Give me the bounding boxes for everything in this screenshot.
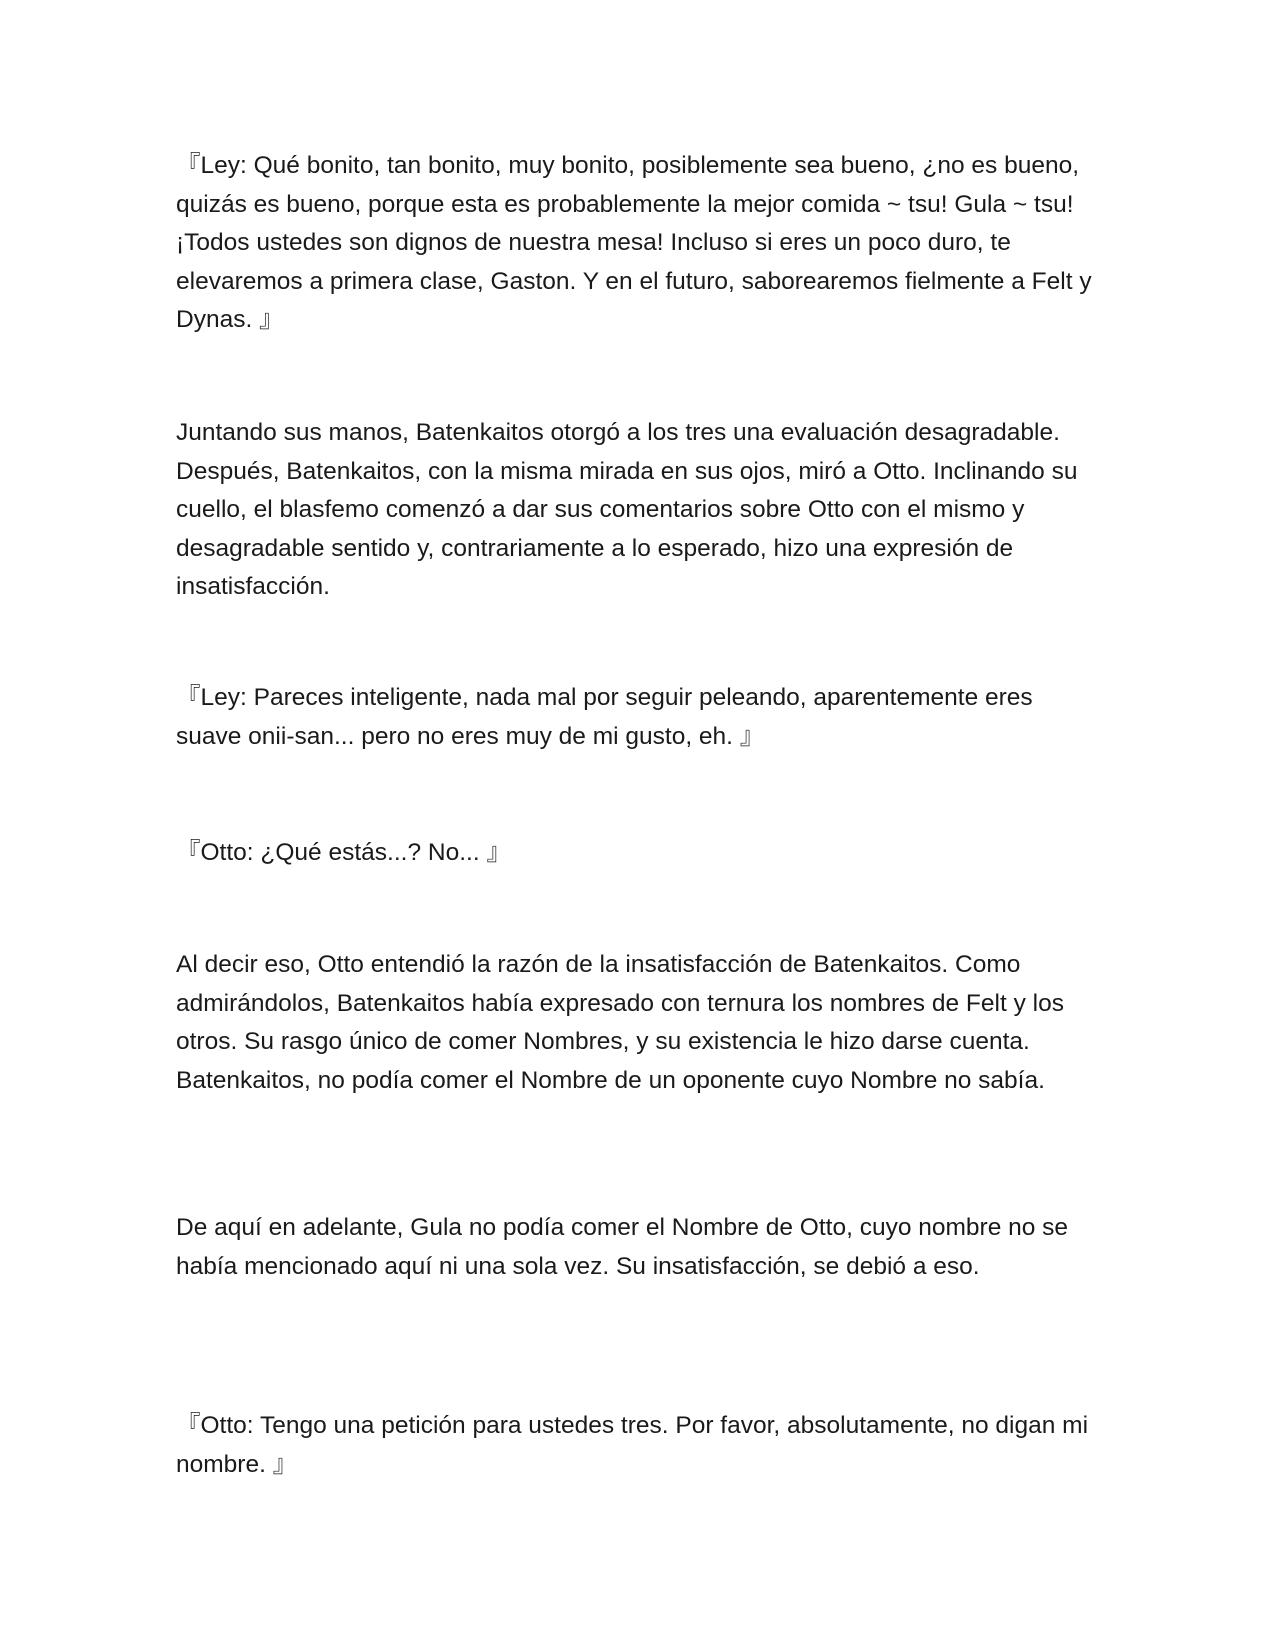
narration-paragraph-2: Al decir eso, Otto entendió la razón de la insatisfacción de Batenkaitos. Como admirándolos, Batenkaitos había expresado con ternura los nombres de Felt y los otros. Su rasgo único de comer Nombres, y su existencia le hizo darse cuenta. Batenkaitos, no podía comer el Nombre de un oponente cuyo Nombre no sabía. bbox=[176, 951, 1064, 1094]
narration-paragraph-1: Juntando sus manos, Batenkaitos otorgó a los tres una evaluación desagradable. Después, Batenkaitos, con la misma mirada en sus ojos, miró a Otto. Inclinando su cuello, el blasfemo comenzó a dar sus comentarios sobre Otto con el mismo y desagradable sentido y, contrariamente a lo esperado, hizo una expresión de insatisfacción. bbox=[176, 419, 1078, 600]
dialogue-ley-1: 『Ley: Qué bonito, tan bonito, muy bonito, posiblemente sea bueno, ¿no es bueno, quizás es bueno, porque esta es probablemente la mejor comida ~ tsu! Gula ~ tsu! ¡Todos ustedes son dignos de nuestra mesa! Incluso si eres un poco duro, te elevaremos a primera clase, Gaston. Y en el futuro, saborearemos fielmente a Felt y Dynas. 』 bbox=[176, 152, 1092, 333]
narration-paragraph-3: De aquí en adelante, Gula no podía comer el Nombre de Otto, cuyo nombre no se había mencionado aquí ni una sola vez. Su insatisfacción, se debió a eso. bbox=[176, 1214, 1069, 1280]
dialogue-otto-1: 『Otto: ¿Qué estás...? No... 』 bbox=[176, 839, 511, 866]
dialogue-ley-2: 『Ley: Pareces inteligente, nada mal por seguir peleando, aparentemente eres suave onii-san... pero no eres muy de mi gusto, eh. 』 bbox=[176, 684, 1033, 750]
dialogue-otto-2: 『Otto: Tengo una petición para ustedes tres. Por favor, absolutamente, no digan mi nombre. 』 bbox=[176, 1412, 1089, 1478]
